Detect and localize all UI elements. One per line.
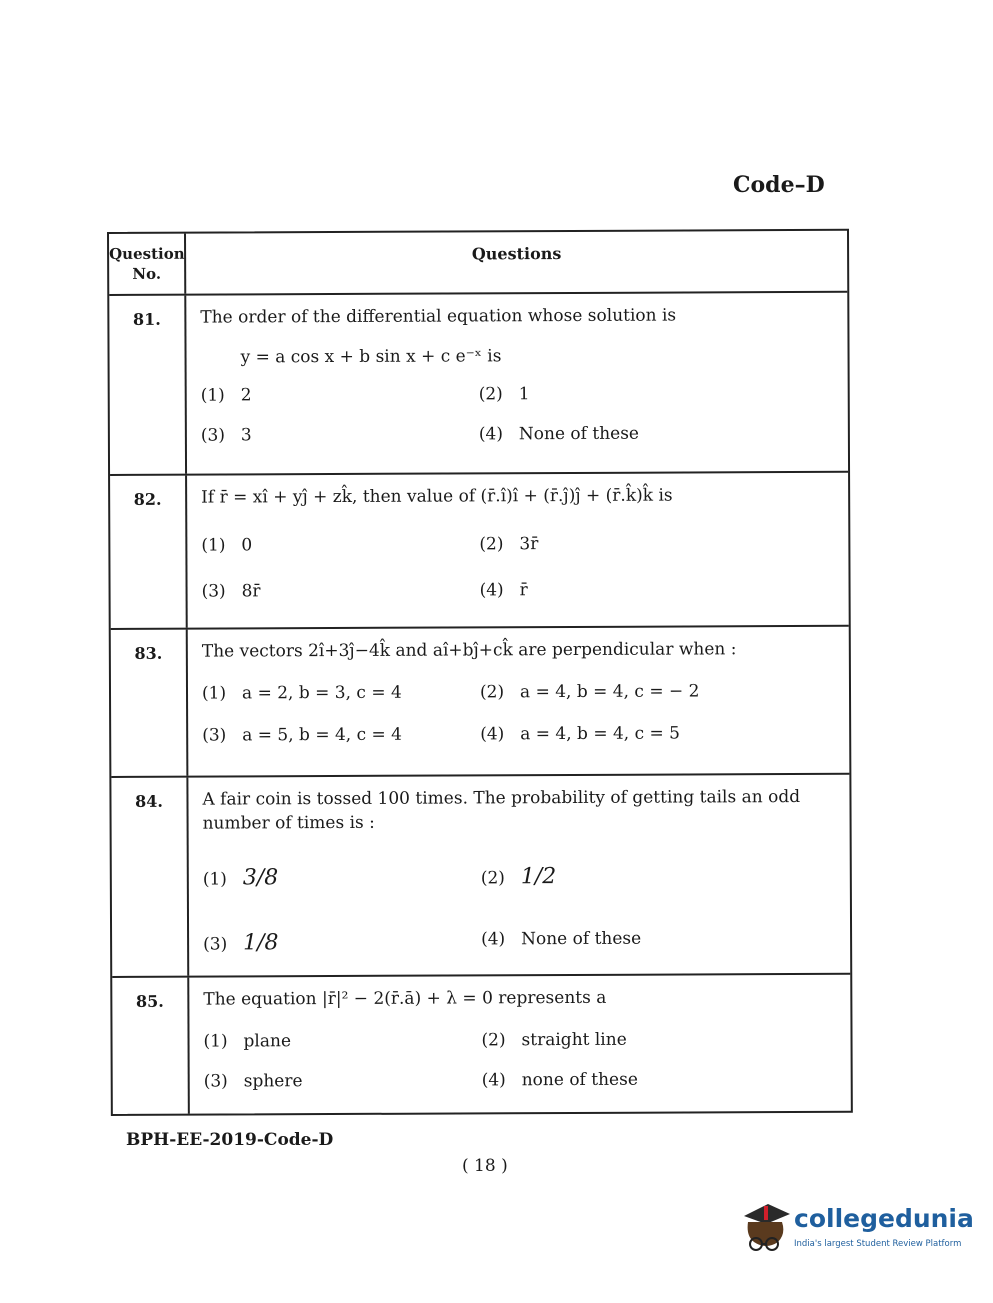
option-1: (1) 3/8	[202, 865, 279, 891]
question-stem: If r̄ = xî + yĵ + zk̂, then value of (r̄.î)î + (r̄.ĵ)ĵ + (r̄.k̂)k̂ is	[201, 485, 673, 508]
question-number: 81.	[109, 296, 187, 474]
options	[202, 681, 849, 762]
footer-code: BPH-EE-2019-Code-D	[126, 1130, 334, 1150]
options	[203, 1029, 850, 1108]
option-1: (1) 2	[200, 385, 252, 406]
option-3: (3) a = 5, b = 4, c = 4	[202, 724, 403, 746]
option-3: (3) sphere	[203, 1071, 303, 1092]
option-1: (1) 0	[201, 535, 253, 556]
option-1: (1) a = 2, b = 3, c = 4	[201, 682, 402, 704]
question-table	[107, 229, 853, 1116]
option-2: (2) straight line	[481, 1029, 627, 1051]
collegedunia-logo	[738, 1198, 974, 1258]
options	[201, 533, 848, 618]
option-3: (3) 3	[200, 425, 252, 446]
question-no-header: Question No.	[109, 234, 186, 294]
question-stem: The order of the differential equation whose solution is	[200, 305, 677, 328]
question-equation: y = a cos x + b sin x + c e⁻ˣ is	[240, 346, 502, 368]
option-1: (1) plane	[203, 1031, 292, 1052]
option-2: (2) 1	[478, 384, 530, 405]
question-row-84	[111, 773, 850, 976]
logo-tagline: India's largest Student Review Platform	[794, 1239, 962, 1249]
questions-header: Questions	[471, 244, 562, 264]
question-row-82	[110, 471, 849, 628]
option-3: (3) 1/8	[203, 930, 279, 956]
question-number: 83.	[111, 630, 189, 776]
logo-brand: collegedunia	[794, 1204, 974, 1233]
option-3: (3) 8r̄	[201, 581, 261, 602]
question-stem: A fair coin is tossed 100 times. The probability of getting tails an odd number of times is :	[202, 786, 801, 834]
paper-code: Code–D	[733, 172, 825, 198]
question-number: 84.	[111, 778, 189, 976]
question-number: 82.	[110, 476, 188, 628]
option-4: (4) a = 4, b = 4, c = 5	[480, 723, 681, 745]
options	[201, 383, 848, 462]
option-4: (4) None of these	[481, 928, 642, 950]
question-stem: The equation |r̄|² − 2(r̄.ā) + λ = 0 represents a	[203, 987, 607, 1010]
question-row-83	[111, 625, 850, 776]
table-header	[109, 231, 847, 294]
option-4: (4) r̄	[479, 580, 528, 601]
option-2: (2) a = 4, b = 4, c = − 2	[479, 681, 700, 703]
options	[203, 863, 850, 972]
question-stem: The vectors 2î+3ĵ−4k̂ and aî+bĵ+ck̂ are perpendicular when :	[201, 639, 737, 662]
option-4: (4) None of these	[478, 423, 640, 445]
mascot-icon	[738, 1198, 794, 1258]
option-4: (4) none of these	[481, 1069, 638, 1091]
option-2: (2) 3r̄	[479, 534, 539, 555]
option-2: (2) 1/2	[480, 864, 557, 890]
question-number: 85.	[112, 978, 190, 1114]
question-row-81	[109, 291, 848, 474]
question-row-85	[112, 973, 851, 1114]
page-number: ( 18 )	[462, 1156, 508, 1176]
